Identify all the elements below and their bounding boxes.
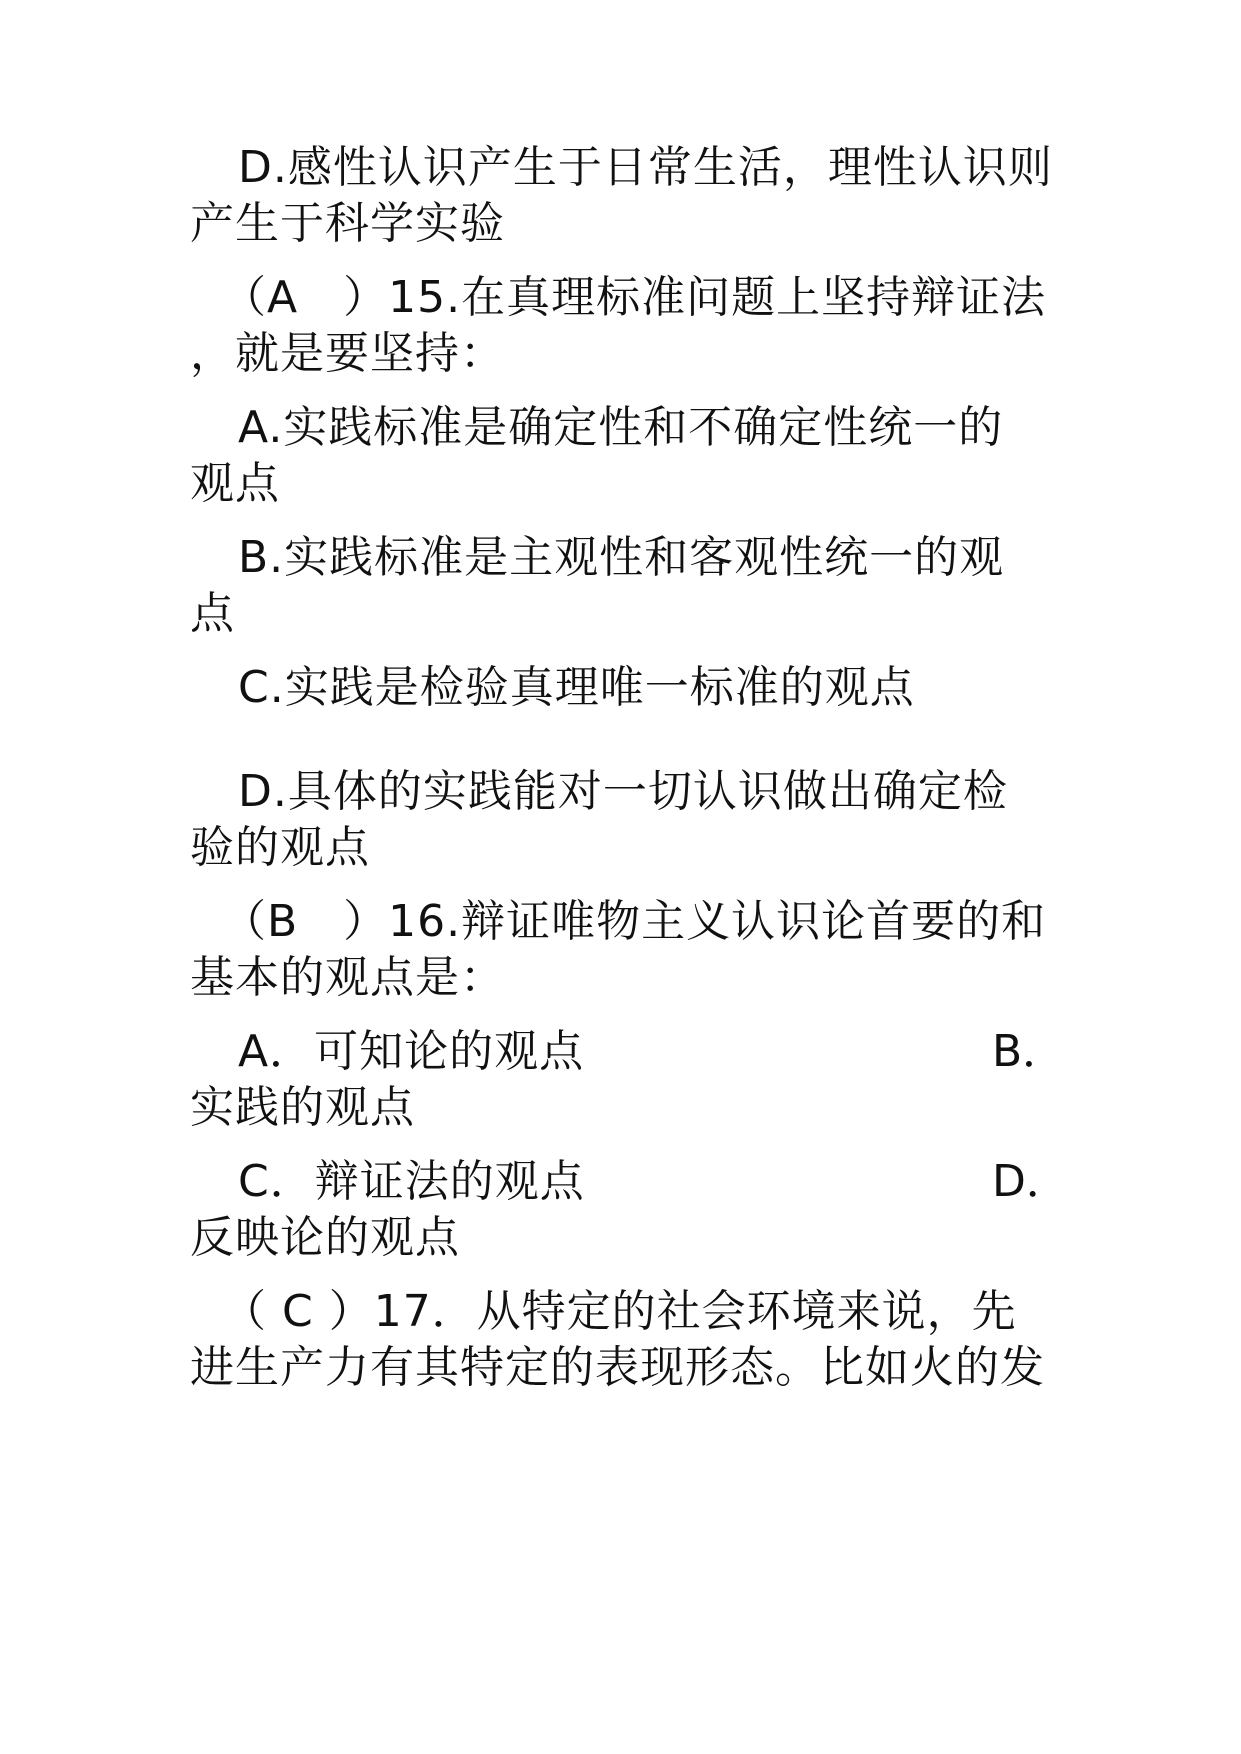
q15-option-a-line2: 观点	[190, 458, 280, 509]
q16-option-b-text: 实践的观点	[190, 1082, 415, 1133]
q15-option-d-line1: D.具体的实践能对一切认识做出确定检	[238, 766, 1008, 817]
q15-option-b-line1: B.实践标准是主观性和客观性统一的观	[238, 532, 1005, 583]
q14-option-d-line1: D.感性认识产生于日常生活，理性认识则	[238, 142, 1053, 193]
q16-stem-line1: （B ）16.辩证唯物主义认识论首要的和	[222, 896, 1047, 947]
q16-option-b-label: B．	[992, 1026, 1067, 1077]
q15-stem-line1: （A ）15.在真理标准问题上坚持辩证法	[222, 272, 1047, 323]
q15-stem-line2: ，就是要坚持：	[190, 328, 505, 379]
q16-option-d-label: D．	[992, 1156, 1070, 1207]
q15-option-c: C.实践是检验真理唯一标准的观点	[238, 662, 915, 713]
q15-option-b-line2: 点	[190, 588, 235, 639]
q16-option-a: A．可知论的观点	[238, 1026, 585, 1077]
q16-stem-line2: 基本的观点是：	[190, 952, 505, 1003]
q16-option-c: C．辩证法的观点	[238, 1156, 585, 1207]
q15-option-d-line2: 验的观点	[190, 822, 370, 873]
q15-option-a-line1: A.实践标准是确定性和不确定性统一的	[238, 402, 1004, 453]
q17-stem-line1: （ C ）17．从特定的社会环境来说，先	[222, 1286, 1017, 1337]
q17-stem-line2: 进生产力有其特定的表现形态。比如火的发	[190, 1342, 1045, 1393]
q14-option-d-line2: 产生于科学实验	[190, 198, 505, 249]
q16-option-d-text: 反映论的观点	[190, 1212, 460, 1263]
